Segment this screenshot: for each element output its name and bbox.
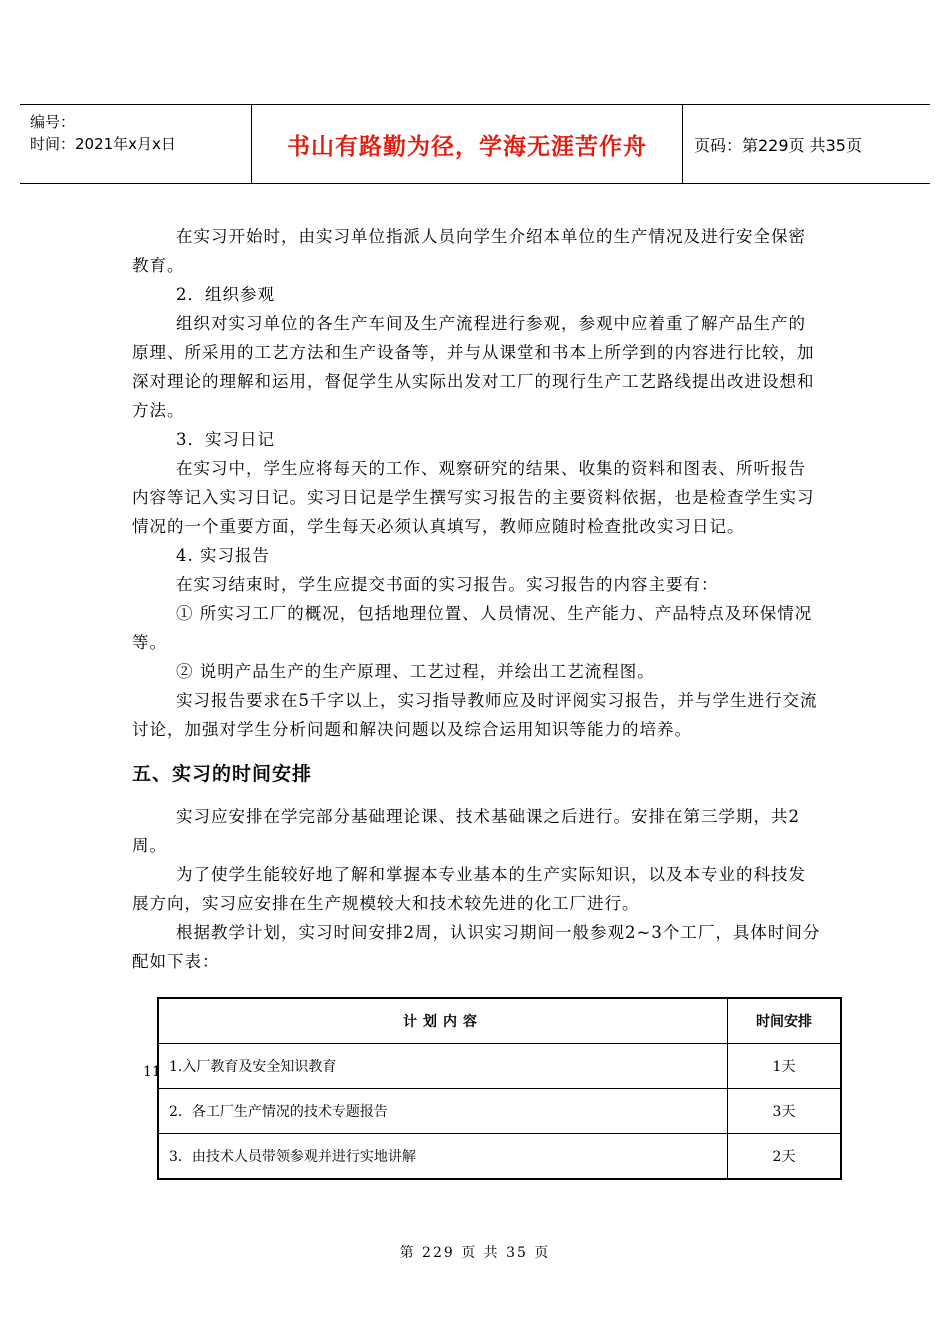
schedule-table <box>157 997 842 1180</box>
table-row <box>158 1044 841 1089</box>
paragraph: 4. 实习报告 <box>176 546 270 565</box>
paragraph: 在实习开始时，由实习单位指派人员向学生介绍本单位的生产情况及进行安全保密教育。 <box>132 227 806 275</box>
paragraph: 在实习中，学生应将每天的工作、观察研究的结果、收集的资料和图表、所听报告内容等记入实习日记。实习日记是学生撰写实习报告的主要资料依据，也是检查学生实习情况的一个重要方面，学生每天必须认真填写，教师应随时检查批改实习日记。 <box>132 459 815 536</box>
paragraph: 实习应安排在学完部分基础理论课、技术基础课之后进行。安排在第三学期，共2周。 <box>132 807 800 855</box>
paragraph: 为了使学生能较好地了解和掌握本专业基本的生产实际知识，以及本专业的科技发展方向，实习应安排在生产规模较大和技术较先进的化工厂进行。 <box>132 865 806 913</box>
number-label: 编号： <box>30 113 76 131</box>
paragraph: 在实习结束时，学生应提交书面的实习报告。实习报告的内容主要有： <box>176 575 719 594</box>
header-meta <box>30 111 176 155</box>
paragraph: ① 所实习工厂的概况，包括地理位置、人员情况、生产能力、产品特点及环保情况等。 <box>132 604 813 652</box>
table-row <box>158 1089 841 1134</box>
header-time-arrangement: 时间安排 <box>728 998 842 1044</box>
row-number-marker: 11 <box>143 1064 161 1080</box>
header-page-info: 页码：第229页 共35页 <box>694 136 862 155</box>
paragraph: 根据教学计划，实习时间安排2周，认识实习期间一般参观2~3个工厂，具体时间分配如下表： <box>132 923 821 971</box>
header-motto: 书山有路勤为径，学海无涯苦作舟 <box>287 133 647 160</box>
table-cell-content: 3．由技术人员带领参观并进行实地讲解 <box>158 1134 728 1180</box>
page-footer: 第 229 页 共 35 页 <box>399 1245 551 1261</box>
document-header <box>20 104 930 184</box>
table-cell-duration: 2天 <box>728 1134 842 1180</box>
paragraph: 3．实习日记 <box>176 430 275 449</box>
table-row <box>158 1134 841 1180</box>
paragraph: 2．组织参观 <box>176 285 275 304</box>
table-cell-duration: 3天 <box>728 1089 842 1134</box>
time-label: 时间：2021年x月x日 <box>30 135 176 153</box>
header-divider <box>682 105 683 183</box>
header-plan-content: 计划内容 <box>158 998 728 1044</box>
paragraph: 实习报告要求在5千字以上，实习指导教师应及时评阅实习报告，并与学生进行交流讨论，加强对学生分析问题和解决问题以及综合运用知识等能力的培养。 <box>132 691 818 739</box>
table-header-row <box>158 998 841 1044</box>
table-cell-content: 1.入厂教育及安全知识教育 <box>158 1044 728 1089</box>
section-heading: 五、实习的时间安排 <box>132 763 313 785</box>
table-cell-duration: 1天 <box>728 1044 842 1089</box>
table-cell-content: 2．各工厂生产情况的技术专题报告 <box>158 1089 728 1134</box>
paragraph: 组织对实习单位的各生产车间及生产流程进行参观，参观中应着重了解产品生产的原理、所采用的工艺方法和生产设备等，并与从课堂和书本上所学到的内容进行比较，加深对理论的理解和运用，督促学生从实际出发对工厂的现行生产工艺路线提出改进设想和方法。 <box>132 314 815 420</box>
document-body <box>132 222 822 976</box>
paragraph: ② 说明产品生产的生产原理、工艺过程，并绘出工艺流程图。 <box>176 662 655 681</box>
